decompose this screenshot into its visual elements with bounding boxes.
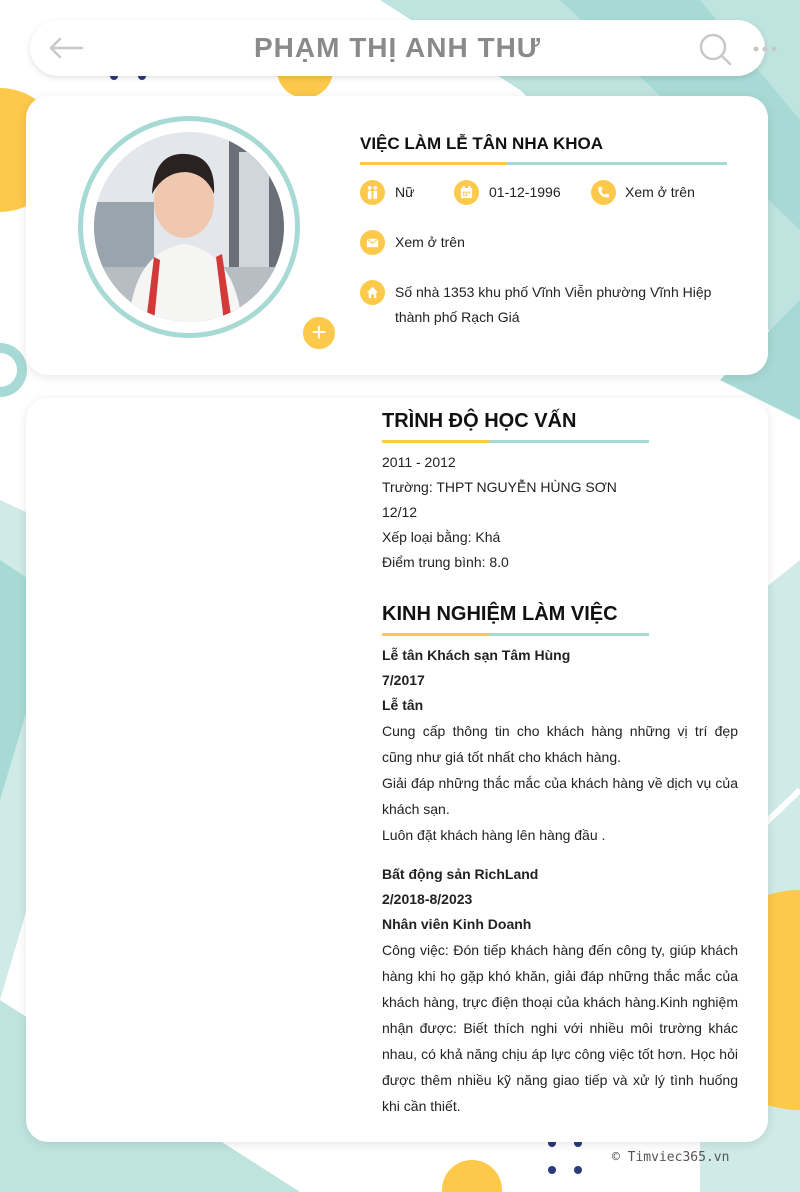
gender-icon xyxy=(360,180,385,205)
experience-job-2 xyxy=(382,862,738,1119)
job-title: VIỆC LÀM LỄ TÂN NHA KHOA xyxy=(360,134,604,153)
job-period: 2/2018-8/2023 xyxy=(382,891,473,907)
add-photo-button[interactable]: + xyxy=(301,315,337,351)
gender-value: Nữ xyxy=(395,184,415,200)
education-rank: Xếp loại bằng: Khá xyxy=(382,529,501,545)
job-description: Giải đáp những thắc mắc của khách hàng về dịch vụ của khách sạn. xyxy=(382,775,738,817)
phone-icon xyxy=(591,180,616,205)
job-position: Lễ tân xyxy=(382,697,424,713)
job-period: 7/2017 xyxy=(382,672,425,688)
profile-card xyxy=(26,96,768,375)
education-school: Trường: THPT NGUYỄN HÙNG SƠN xyxy=(382,479,617,495)
job-position: Nhân viên Kinh Doanh xyxy=(382,916,532,932)
avatar-frame xyxy=(78,116,327,347)
address-line-2: thành phố Rạch Giá xyxy=(395,309,520,325)
job-description: Cung cấp thông tin cho khách hàng những vị trí đẹp cũng như giá tốt nhất cho khách hàng. xyxy=(382,723,738,765)
job-title-underline xyxy=(360,162,727,165)
job-description: Công việc: Đón tiếp khách hàng đến công ty, giúp khách hàng khi họ gặp khó khăn, giải đáp những thắc mắc của khách hàng, trực điện thoại của khách hàng.Kinh nghiệm nhận được: Biết thích nghi với nhiều môi trường khác nhau, có khả năng chịu áp lực công việc tốt hơn. Học hỏi được thêm nhiều kỹ năng giao tiếp và xử lý tình huống khi cần thiết. xyxy=(382,942,738,1114)
home-icon xyxy=(360,280,385,305)
more-dots-icon[interactable] xyxy=(752,44,778,54)
job-company: Lễ tân Khách sạn Tâm Hùng xyxy=(382,647,571,663)
address-line-1: Số nhà 1353 khu phố Vĩnh Viễn phường Vĩnh Hiệp xyxy=(395,284,712,300)
main-content-card xyxy=(26,398,768,1142)
avatar-photo xyxy=(94,132,284,322)
copyright-footer: © Timviec365.vn xyxy=(612,1150,730,1165)
experience-job-1 xyxy=(382,643,738,848)
education-details xyxy=(382,450,738,575)
education-grade: 12/12 xyxy=(382,504,418,520)
birthdate-value: 01-12-1996 xyxy=(489,184,561,200)
email-value: Xem ở trên xyxy=(395,234,465,250)
page-title: PHẠM THỊ ANH THƯ xyxy=(253,32,542,63)
job-company: Bất động sản RichLand xyxy=(382,866,539,882)
education-gpa: Điểm trung bình: 8.0 xyxy=(382,554,509,570)
experience-underline xyxy=(382,633,649,636)
calendar-icon xyxy=(454,180,479,205)
education-underline xyxy=(382,440,649,443)
phone-value: Xem ở trên xyxy=(625,184,695,200)
avatar xyxy=(94,132,284,322)
experience-heading: KINH NGHIỆM LÀM VIỆC xyxy=(382,603,618,625)
education-year: 2011 - 2012 xyxy=(382,454,456,470)
education-heading: TRÌNH ĐỘ HỌC VẤN xyxy=(382,410,577,432)
email-icon xyxy=(360,230,385,255)
search-icon[interactable] xyxy=(698,32,732,66)
top-bar xyxy=(30,20,765,76)
job-description: Luôn đặt khách hàng lên hàng đầu . xyxy=(382,827,606,843)
